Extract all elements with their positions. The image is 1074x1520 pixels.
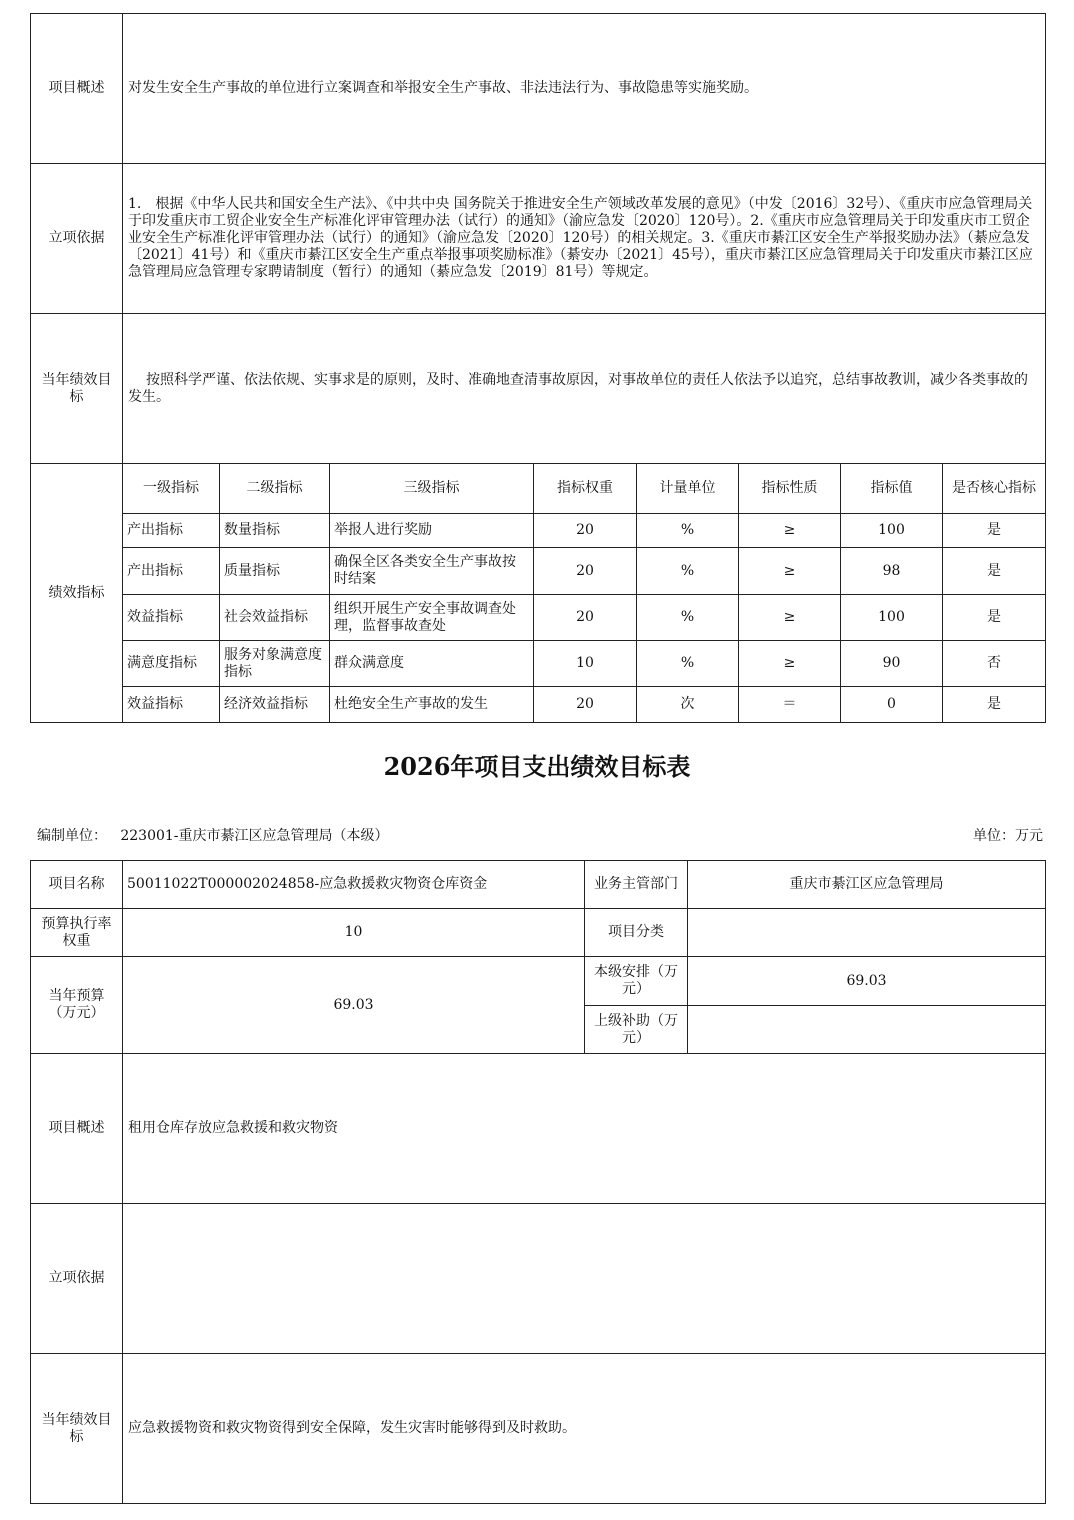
level3-cell: 杜绝安全生产事故的发生	[330, 687, 534, 723]
level1-cell: 满意度指标	[123, 641, 220, 687]
weight-cell: 20	[534, 548, 637, 595]
weight-cell: 10	[534, 641, 637, 687]
header-cell: 一级指标	[123, 464, 220, 514]
level3-cell: 确保全区各类安全生产事故按时结案	[330, 548, 534, 595]
overview-text: 租用仓库存放应急救援和救灾物资	[123, 1054, 1046, 1204]
core-cell: 是	[943, 548, 1046, 595]
table-row	[31, 641, 1046, 687]
level1-cell: 效益指标	[123, 687, 220, 723]
local-label: 本级安排（万元）	[585, 957, 688, 1006]
page-title: 2026年项目支出绩效目标表	[383, 752, 691, 781]
overview-label: 项目概述	[31, 14, 123, 164]
basis-label: 立项依据	[31, 1204, 123, 1354]
core-cell: 是	[943, 595, 1046, 641]
dept-label: 业务主管部门	[585, 861, 688, 909]
header-cell: 指标值	[841, 464, 943, 514]
rate-label: 预算执行率权重	[31, 909, 123, 957]
value-cell: 0	[841, 687, 943, 723]
unit-cell: %	[637, 548, 739, 595]
value-cell: 100	[841, 595, 943, 641]
header-cell: 三级指标	[330, 464, 534, 514]
level3-cell: 举报人进行奖励	[330, 514, 534, 548]
level1-cell: 产出指标	[123, 548, 220, 595]
goal-label: 当年绩效目标	[31, 1354, 123, 1504]
level3-cell: 群众满意度	[330, 641, 534, 687]
category-label: 项目分类	[585, 909, 688, 957]
budget-label: 当年预算（万元）	[31, 957, 123, 1054]
core-cell: 否	[943, 641, 1046, 687]
level1-cell: 产出指标	[123, 514, 220, 548]
header-cell: 计量单位	[637, 464, 739, 514]
level2-cell: 数量指标	[220, 514, 330, 548]
budget-value: 69.03	[123, 957, 585, 1054]
project-name-label: 项目名称	[31, 861, 123, 909]
table-row	[31, 687, 1046, 723]
unit-cell: %	[637, 595, 739, 641]
unit-cell: %	[637, 514, 739, 548]
header-cell: 指标性质	[739, 464, 841, 514]
perf-label: 绩效指标	[31, 464, 123, 723]
project-performance-table	[30, 860, 1046, 1504]
value-cell: 90	[841, 641, 943, 687]
project-name-value: 50011022T000002024858-应急救援救灾物资仓库资金	[123, 861, 585, 909]
basis-text: 1. 根据《中华人民共和国安全生产法》、《中共中央 国务院关于推进安全生产领域改革发展的意见》（中发〔2016〕32号）、《重庆市应急管理局关于印发重庆市工贸企业安全生产标准化评审管理办法（试行）的通知》（渝应急发〔2020〕120号）。2.《重庆市应急管理局关于印发重庆市工贸企业安全生产标准化评审管理办法（试行）的通知》（渝应急发〔2020〕120号）的相关规定。3.《重庆市綦江区安全生产举报奖励办法》（綦应急发〔2021〕41号）和《重庆市綦江区安全生产重点举报事项奖励标准》（綦安办〔2021〕45号），重庆市綦江区应急管理局关于印发重庆市綦江区应急管理局应急管理专家聘请制度（暂行）的通知（綦应急发〔2019〕81号）等规定。	[123, 164, 1046, 314]
header-cell: 是否核心指标	[943, 464, 1046, 514]
rate-value: 10	[123, 909, 585, 957]
weight-cell: 20	[534, 595, 637, 641]
weight-cell: 20	[534, 514, 637, 548]
level2-cell: 经济效益指标	[220, 687, 330, 723]
header-cell: 指标权重	[534, 464, 637, 514]
table-row	[31, 514, 1046, 548]
nature-cell: ≥	[739, 595, 841, 641]
performance-table-continued	[30, 13, 1046, 723]
header-cell: 二级指标	[220, 464, 330, 514]
local-value: 69.03	[688, 957, 1046, 1006]
goal-text: 按照科学严谨、依法依规、实事求是的原则，及时、准确地查清事故原因，对事故单位的责任人依法予以追究，总结事故教训，减少各类事故的发生。	[123, 314, 1046, 464]
level3-cell: 组织开展生产安全事故调查处理，监督事故查处	[330, 595, 534, 641]
currency-unit: 单位：万元	[973, 828, 1043, 844]
upper-value	[688, 1006, 1046, 1054]
level1-cell: 效益指标	[123, 595, 220, 641]
nature-cell: ≥	[739, 641, 841, 687]
unit-cell: 次	[637, 687, 739, 723]
overview-label: 项目概述	[31, 1054, 123, 1204]
compiling-unit-value: 223001-重庆市綦江区应急管理局（本级）	[120, 828, 389, 844]
level2-cell: 社会效益指标	[220, 595, 330, 641]
nature-cell: ＝	[739, 687, 841, 723]
value-cell: 100	[841, 514, 943, 548]
unit-cell: %	[637, 641, 739, 687]
level2-cell: 质量指标	[220, 548, 330, 595]
core-cell: 是	[943, 687, 1046, 723]
nature-cell: ≥	[739, 514, 841, 548]
core-cell: 是	[943, 514, 1046, 548]
goal-text: 应急救援物资和救灾物资得到安全保障，发生灾害时能够得到及时救助。	[123, 1354, 1046, 1504]
level2-cell: 服务对象满意度指标	[220, 641, 330, 687]
weight-cell: 20	[534, 687, 637, 723]
nature-cell: ≥	[739, 548, 841, 595]
upper-label: 上级补助（万元）	[585, 1006, 688, 1054]
table-row	[31, 595, 1046, 641]
category-value	[688, 909, 1046, 957]
goal-label: 当年绩效目标	[31, 314, 123, 464]
dept-value: 重庆市綦江区应急管理局	[688, 861, 1046, 909]
basis-text	[123, 1204, 1046, 1354]
value-cell: 98	[841, 548, 943, 595]
basis-label: 立项依据	[31, 164, 123, 314]
compiling-unit	[37, 826, 389, 846]
table-row	[31, 548, 1046, 595]
overview-text: 对发生安全生产事故的单位进行立案调查和举报安全生产事故、非法违法行为、事故隐患等实施奖励。	[123, 14, 1046, 164]
compiling-unit-label: 编制单位：	[37, 828, 107, 844]
